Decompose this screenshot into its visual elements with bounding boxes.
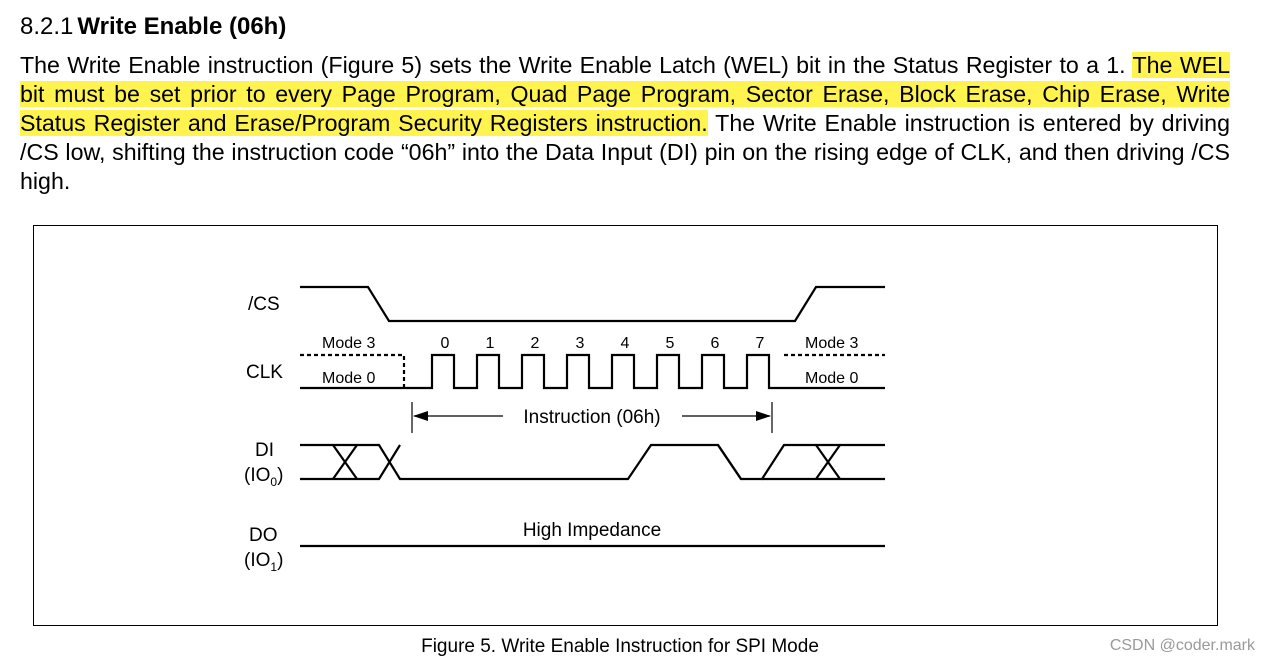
clock-cycle-7: 7: [755, 335, 765, 352]
mode3-left-label: Mode 3: [322, 335, 376, 352]
clk-label: CLK: [246, 362, 283, 383]
di-cross-left: [333, 445, 357, 479]
di-cross-right: [816, 445, 840, 479]
watermark: CSDN @coder.mark: [1109, 637, 1255, 654]
figure-caption: Figure 5. Write Enable Instruction for SPI Mode: [421, 636, 819, 657]
paragraph-rest: The Write Enable instruction is entered by driving /CS low, shifting the instruction code “06h” into the Data Input (DI) pin on the rising edge of CLK, and then driving /CS high.: [20, 110, 1230, 194]
clock-cycle-5: 5: [665, 335, 675, 352]
di-label: DI: [255, 440, 274, 461]
cs-label: /CS: [248, 294, 280, 315]
instruction-arrowhead-left: [413, 411, 428, 421]
clk-waveform: [300, 355, 885, 388]
highlighted-text: The WEL bit must be set prior to every Page Program, Quad Page Program, Sector Erase, Block Erase, Chip Erase, Write Status Register and Erase/Program Security Registers instruction.: [20, 52, 1230, 136]
di-waveform-upper: [300, 445, 885, 479]
do-label: DO: [249, 525, 278, 546]
high-impedance-label: High Impedance: [522, 520, 662, 541]
do-sub-index: 1: [270, 560, 278, 574]
di-sub-index: 0: [270, 475, 278, 489]
instruction-label: Instruction (06h): [523, 407, 661, 428]
cs-waveform: [300, 287, 885, 321]
clock-cycle-3: 3: [575, 335, 585, 352]
di-waveform-lower: [300, 445, 400, 479]
do-sub-prefix: (IO: [244, 550, 271, 571]
section-title: Write Enable (06h): [77, 13, 287, 40]
clock-cycle-4: 4: [620, 335, 630, 352]
mode3-right-label: Mode 3: [805, 335, 859, 352]
mode0-left-label: Mode 0: [322, 370, 376, 387]
clock-cycle-6: 6: [710, 335, 720, 352]
clock-cycle-2: 2: [530, 335, 540, 352]
di-sub-prefix: (IO: [244, 465, 271, 486]
di-sub-label: $(IO_0)$: [244, 465, 284, 489]
section-number: 8.2.1: [20, 13, 74, 40]
mode0-right-label: Mode 0: [805, 370, 859, 387]
di-waveform-tail: [718, 445, 885, 479]
clock-cycle-0: 0: [440, 335, 450, 352]
instruction-arrowhead-right: [756, 411, 771, 421]
do-sub-label: $(IO_1)$: [244, 550, 284, 574]
paragraph-intro: The Write Enable instruction (Figure 5) sets the Write Enable Latch (WEL) bit in the Status Register to a 1.: [20, 52, 1133, 78]
clock-cycle-1: 1: [485, 335, 495, 352]
